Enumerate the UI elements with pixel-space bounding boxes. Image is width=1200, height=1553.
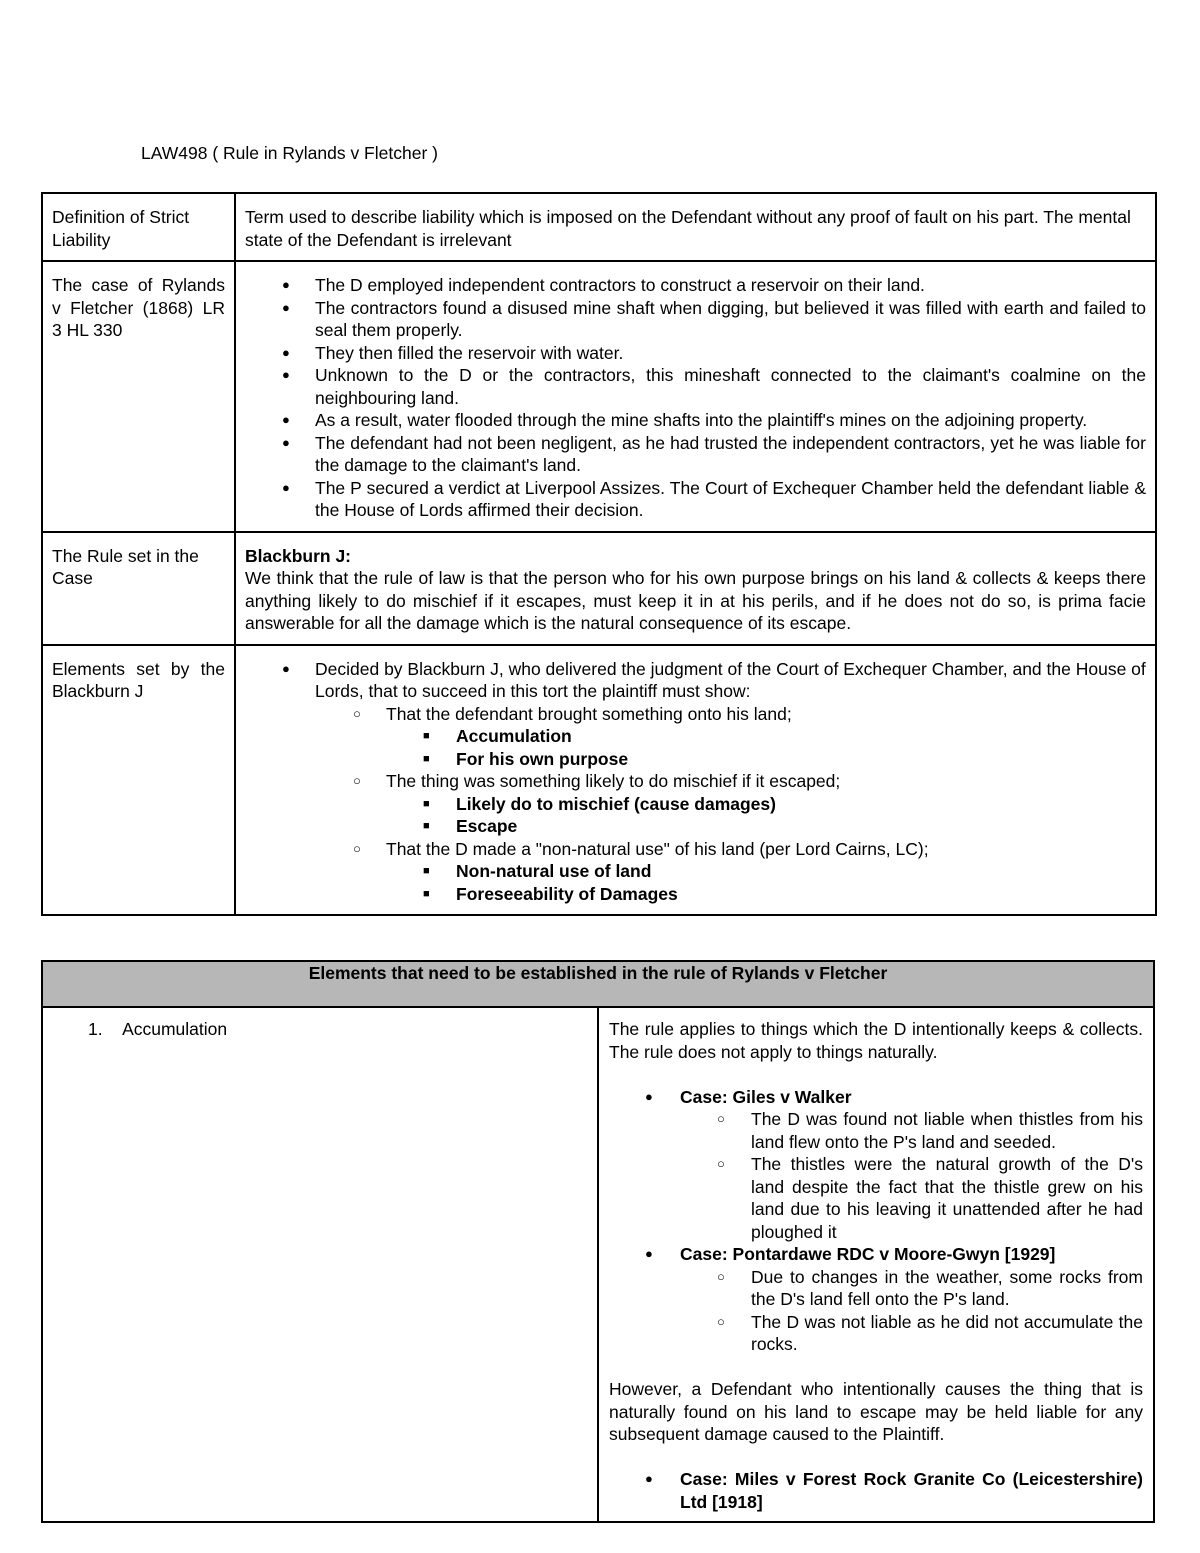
accumulation-intro: The rule applies to things which the D intentionally keeps & collects. The rule does not apply to things naturally. [609, 1019, 1143, 1062]
list-item: ● The P secured a verdict at Liverpool Assizes. The Court of Exchequer Chamber held the defendant liable & the House of Lords affirmed their decision. [245, 477, 1146, 522]
case-points [609, 1266, 1143, 1356]
table-row [42, 261, 1156, 532]
list-item: ○ The D was not liable as he did not accumulate the rocks. [609, 1311, 1143, 1356]
rule-text: We think that the rule of law is that the person who for his own purpose brings on his land & collects & keeps there anything likely to do mischief if it escapes, must keep it in at his perils, and if he does not do so, is prima facie answerable for all the damage which is the natural consequence of its escape. [245, 568, 1146, 633]
table-header-row [42, 961, 1154, 1007]
case-title: Case: Giles v Walker [680, 1086, 852, 1107]
list-item [609, 1086, 1143, 1244]
elements-label: Elements set by the Blackburn J [42, 645, 235, 916]
case-facts-list [245, 274, 1146, 522]
rule-judge: Blackburn J: [245, 545, 351, 566]
elements-sublist [245, 703, 1146, 906]
list-item: ■ Likely do to mischief (cause damages) [245, 793, 1146, 816]
list-item: ○ The D was found not liable when thistles from his land flew onto the P's land and seeded. [609, 1108, 1143, 1153]
list-item: ○ Due to changes in the weather, some rocks from the D's land fell onto the P's land. [609, 1266, 1143, 1311]
case-facts [235, 261, 1156, 532]
accumulation-label: Accumulation [122, 1019, 228, 1039]
accumulation-content [598, 1007, 1154, 1522]
list-item: ■ Escape [245, 815, 1146, 838]
list-item: ○ The thistles were the natural growth of the D's land despite the fact that the thistle grew on his land due to his leaving it unattended after he had ploughed it [609, 1153, 1143, 1243]
elements-cell [235, 645, 1156, 916]
definition-label: Definition of Strict Liability [42, 193, 235, 261]
case-list [609, 1468, 1143, 1513]
list-item: ■ Non-natural use of land [245, 860, 1146, 883]
element-group-text: That the defendant brought something onto his land; [386, 703, 792, 724]
element-group-text: That the D made a "non-natural use" of his land (per Lord Cairns, LC); [386, 838, 929, 859]
element-items [245, 860, 1146, 905]
table-row [42, 193, 1156, 261]
document-title: LAW498 ( Rule in Rylands v Fletcher ) [141, 143, 438, 163]
case-list [609, 1086, 1143, 1356]
list-item: ● As a result, water flooded through the mine shafts into the plaintiff's mines on the adjoining property. [245, 409, 1146, 432]
list-item [245, 838, 1146, 906]
list-item: ■ For his own purpose [245, 748, 1146, 771]
list-item: ● The defendant had not been negligent, as he had trusted the independent contractors, yet he was liable for the damage to the claimant's land. [245, 432, 1146, 477]
case-points [609, 1108, 1143, 1243]
rule-label: The Rule set in the Case [42, 532, 235, 645]
summary-table [41, 192, 1157, 916]
accumulation-label-cell [42, 1007, 598, 1522]
elements-intro: Decided by Blackburn J, who delivered the judgment of the Court of Exchequer Chamber, and the House of Lords, that to succeed in this tort the plaintiff must show: [315, 658, 1146, 701]
definition-text: Term used to describe liability which is imposed on the Defendant without any proof of fault on his part. The mental state of the Defendant is irrelevant [235, 193, 1156, 261]
elements-list [245, 658, 1146, 906]
element-items [245, 793, 1146, 838]
element-group-text: The thing was something likely to do mischief if it escaped; [386, 771, 841, 791]
rule-cell [235, 532, 1156, 645]
table-row [42, 1007, 1154, 1522]
list-item [245, 658, 1146, 906]
list-item [245, 770, 1146, 838]
element-items [245, 725, 1146, 770]
list-item: ● The contractors found a disused mine shaft when digging, but believed it was filled with earth and failed to seal them properly. [245, 297, 1146, 342]
list-item: ■ Foreseeability of Damages [245, 883, 1146, 906]
case-label: The case of Rylands v Fletcher (1868) LR 3 HL 330 [42, 261, 235, 532]
table-row [42, 532, 1156, 645]
list-item [609, 1243, 1143, 1356]
elements-table [41, 960, 1155, 1523]
however-text: However, a Defendant who intentionally causes the thing that is naturally found on his land to escape may be held liable for any subsequent damage caused to the Plaintiff. [609, 1379, 1143, 1444]
table-row [42, 645, 1156, 916]
list-item: ■ Accumulation [245, 725, 1146, 748]
list-item: ● They then filled the reservoir with water. [245, 342, 1146, 365]
list-item: ● Case: Miles v Forest Rock Granite Co (Leicestershire) Ltd [1918] [609, 1468, 1143, 1513]
list-item [245, 703, 1146, 771]
elements-table-header: Elements that need to be established in the rule of Rylands v Fletcher [42, 961, 1154, 1007]
list-item: ● The D employed independent contractors to construct a reservoir on their land. [245, 274, 1146, 297]
case-title: Case: Pontardawe RDC v Moore-Gwyn [1929] [680, 1244, 1056, 1264]
list-item: ● Unknown to the D or the contractors, this mineshaft connected to the claimant's coalmine on the neighbouring land. [245, 364, 1146, 409]
row-number: 1. [88, 1019, 103, 1039]
